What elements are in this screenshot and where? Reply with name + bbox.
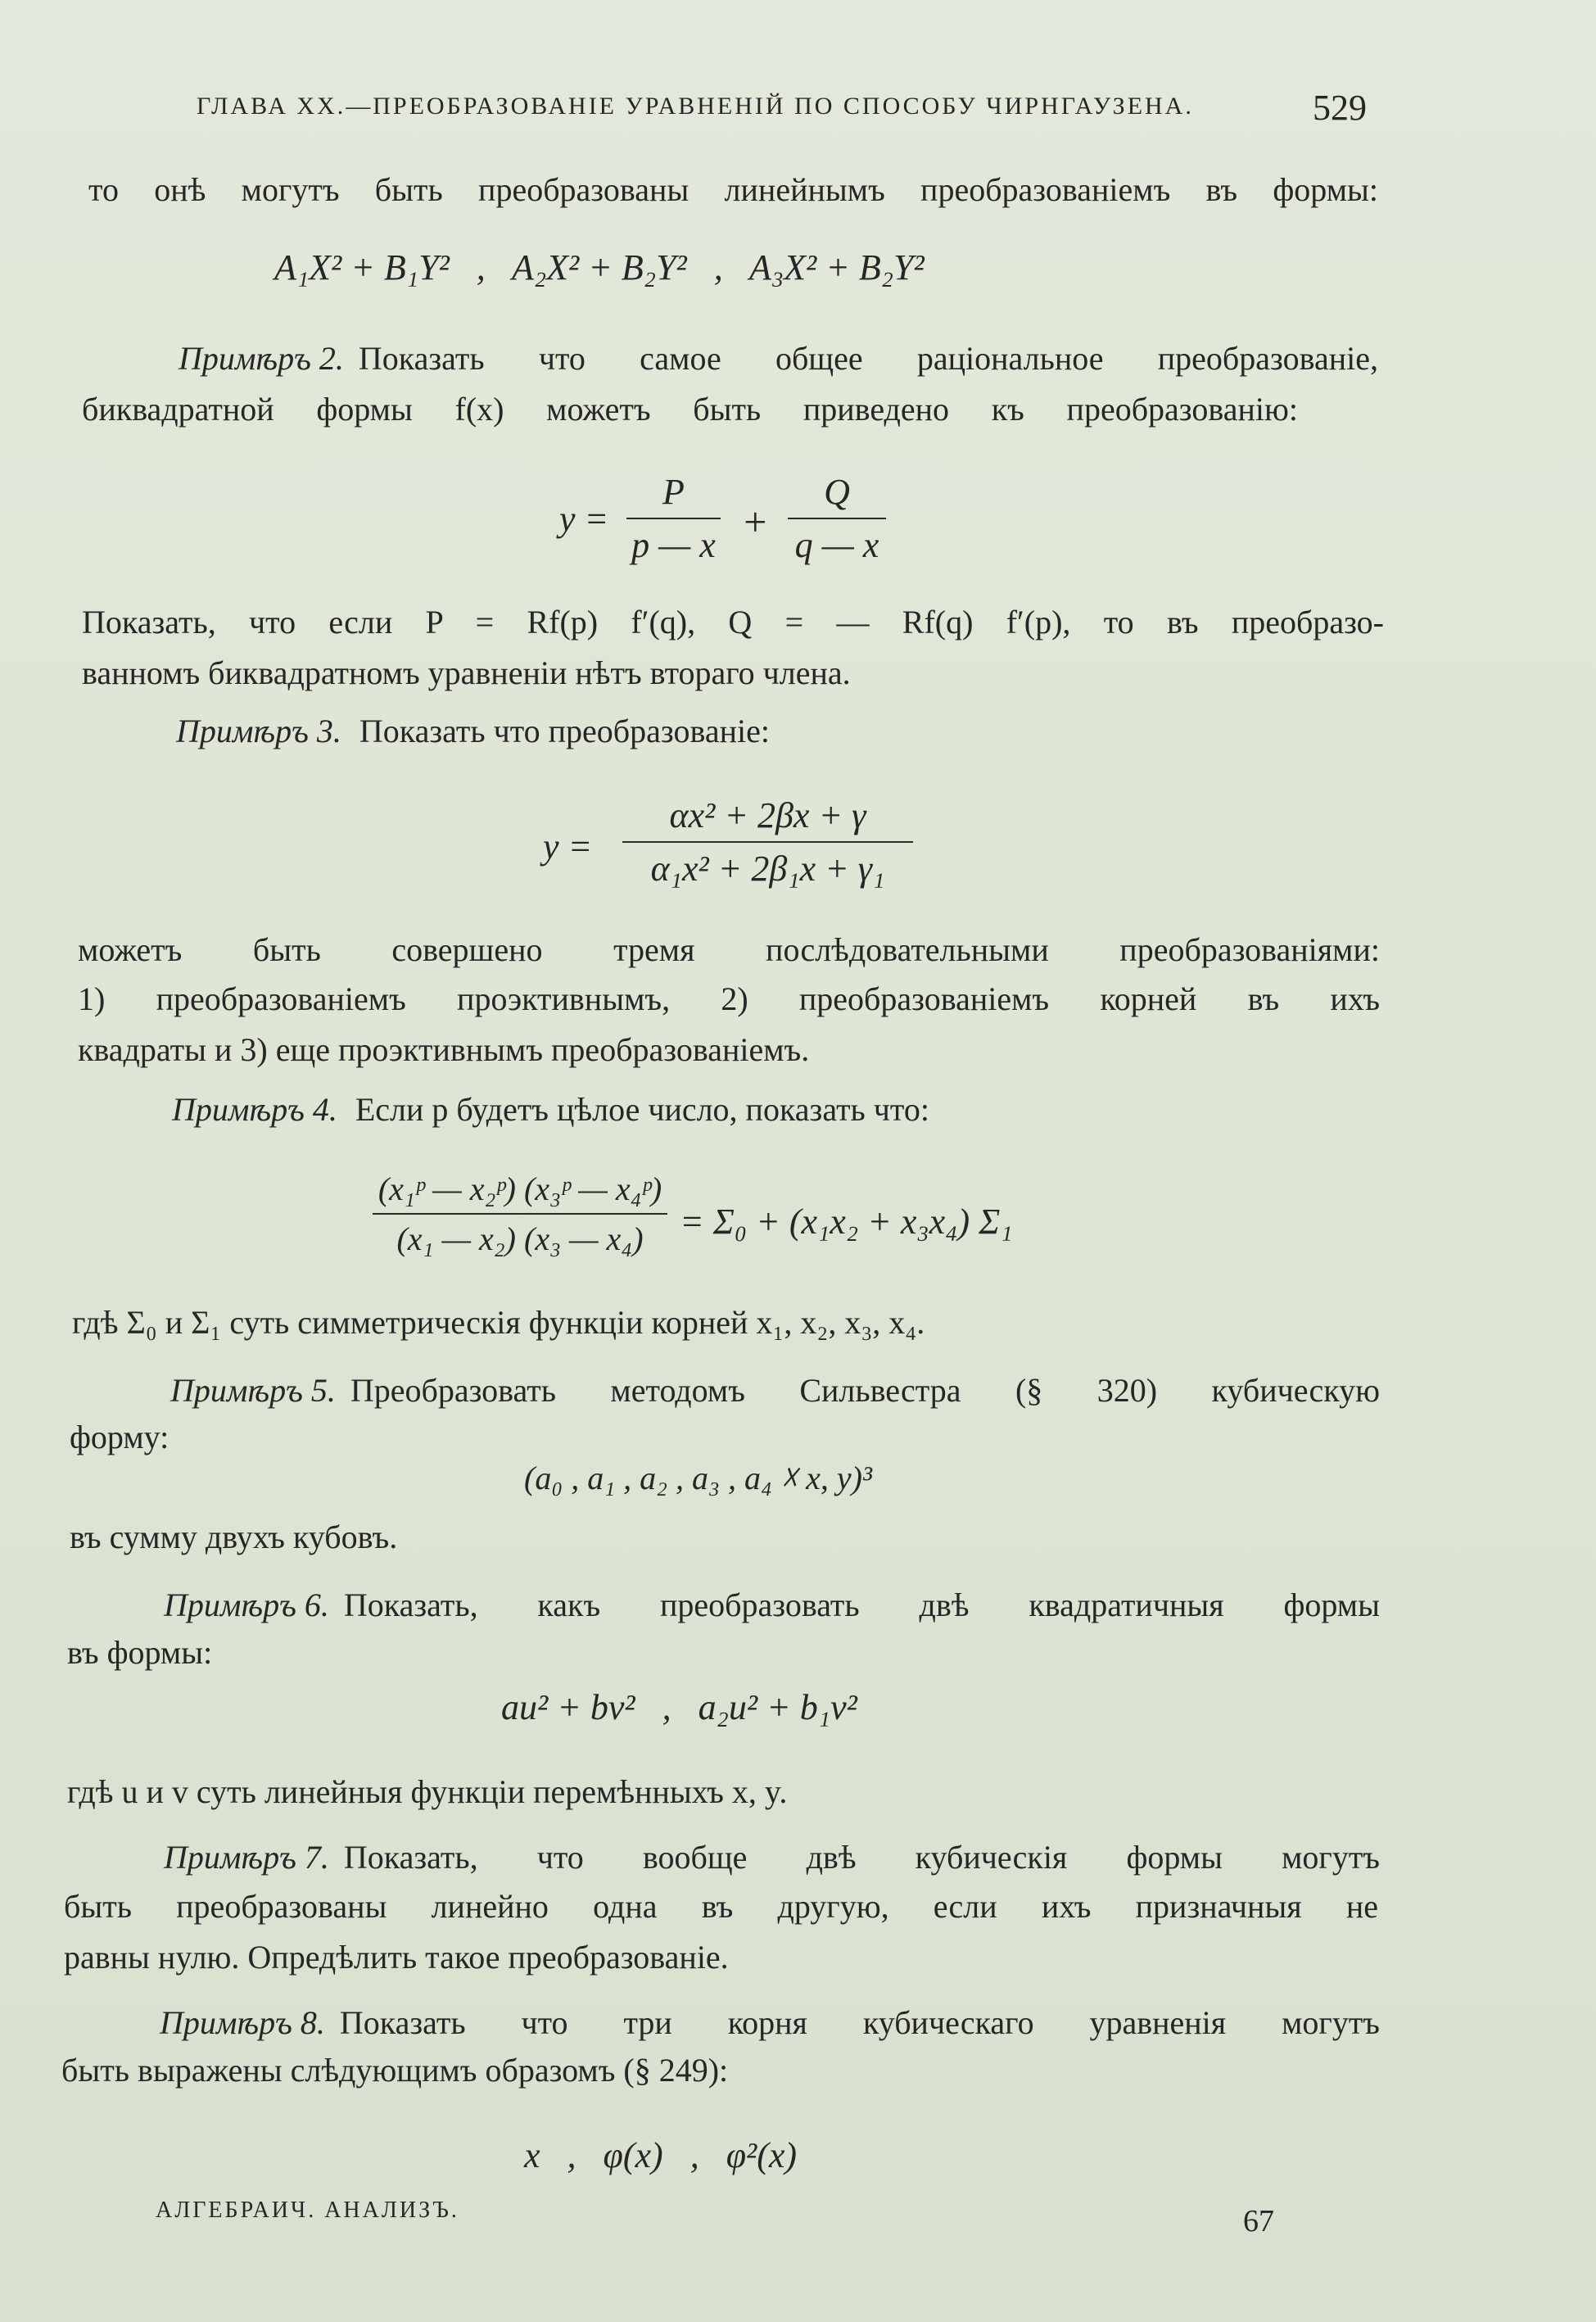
equation-quadratic-targets: au² + bv² , a₂u² + b₁v²: [501, 1687, 857, 1727]
example-6-first-line: [164, 1586, 1380, 1623]
text-line: въ формы:: [67, 1634, 213, 1671]
text-segment: Показать что преобразованіе:: [359, 713, 770, 749]
text-line: форму:: [70, 1419, 170, 1455]
example-label: Примѣръ 8.: [160, 2004, 325, 2041]
fraction-bar: [373, 1213, 667, 1215]
text-line: гдѣ Σ₀ и Σ₁ суть симметрическія функціи корней x₁, x₂, x₃, x₄.: [72, 1304, 925, 1341]
example-5-first-line: [170, 1374, 1380, 1407]
text-line: гдѣ u и v суть линейныя функціи перемѣнныхъ x, y.: [67, 1773, 788, 1810]
fraction-power-differences: [373, 1170, 667, 1258]
text-segment: Показать что три корня кубическаго уравненія могутъ: [339, 2004, 1380, 2041]
fraction-projective: [622, 794, 913, 889]
example-label: Примѣръ 7.: [164, 1839, 329, 1876]
sheet-signature: АЛГЕБРАИЧ. АНАЛИЗЪ.: [156, 2198, 459, 2223]
fraction-denominator: α₁x² + 2β₁x + γ₁: [650, 849, 885, 889]
text-line: Показать, что если P = Rf(p) f′(q), Q = — Rf(q) f′(p), то въ преобразо-: [82, 604, 1384, 640]
equation-lhs: y =: [559, 499, 609, 539]
fraction-bar: [788, 518, 886, 519]
text-line: ванномъ биквадратномъ уравненіи нѣтъ втораго члена.: [82, 654, 851, 691]
example-4-first-line: [172, 1093, 929, 1126]
plus-sign: +: [741, 499, 769, 545]
text-line: равны нулю. Опредѣлить такое преобразованіе.: [64, 1939, 729, 1976]
text-line: 1) преобразованіемъ проэктивнымъ, 2) преобразованіемъ корней въ ихъ: [78, 980, 1380, 1017]
text-line: въ сумму двухъ кубовъ.: [70, 1519, 398, 1555]
fraction-denominator: p — x: [631, 525, 716, 565]
text-line: биквадратной формы f(x) можетъ быть приведено къ преобразованію:: [82, 391, 1298, 428]
equation-lhs: y =: [543, 826, 593, 867]
page-number: 529: [1313, 88, 1367, 128]
example-label: Примѣръ 3.: [176, 713, 341, 749]
fraction-denominator: (x₁ — x₂) (x₃ — x₄): [396, 1220, 644, 1257]
equation-cubic-form: (a₀ , a₁ , a₂ , a₃ , a₄ ☓ x, y)³: [524, 1460, 872, 1496]
text-line: квадраты и 3) еще проэктивнымъ преобразованіемъ.: [78, 1031, 810, 1068]
text-line: можетъ быть совершено тремя послѣдовательными преобразованіями:: [78, 931, 1380, 968]
example-2-first-line: [179, 342, 1378, 375]
text-segment: Показать что самое общее раціональное преобразованіе,: [358, 340, 1378, 377]
fraction-bar: [626, 518, 721, 519]
fraction-numerator: Q: [824, 472, 850, 512]
fraction-numerator: P: [662, 472, 685, 512]
text-segment: Показать, какъ преобразовать двѣ квадратичныя формы: [343, 1586, 1380, 1623]
example-label: Примѣръ 6.: [164, 1586, 329, 1623]
text-segment: Показать, что вообще двѣ кубическія формы могутъ: [343, 1839, 1380, 1876]
running-title: ГЛАВА XX.—ПРЕОБРАЗОВАНІЕ УРАВНЕНІЙ ПО СПОСОБУ ЧИРНГАУЗЕНА.: [197, 93, 1194, 120]
text-line: быть преобразованы линейно одна въ другую, если ихъ призначныя не: [64, 1888, 1378, 1925]
equation-rhs: = Σ₀ + (x₁x₂ + x₃x₄) Σ₁: [680, 1202, 1013, 1242]
example-label: Примѣръ 2.: [179, 340, 344, 377]
fraction-p: [626, 471, 721, 566]
fraction-numerator: (x₁ᵖ — x₂ᵖ) (x₃ᵖ — x₄ᵖ): [378, 1170, 662, 1207]
example-7-first-line: [164, 1841, 1380, 1874]
fraction-bar: [622, 841, 913, 843]
text-segment: Если p будетъ цѣлое число, показать что:: [355, 1091, 929, 1128]
example-8-first-line: [160, 2004, 1380, 2041]
fraction-denominator: q — x: [794, 525, 879, 565]
text-line: быть выражены слѣдующимъ образомъ (§ 249):: [61, 2052, 729, 2089]
example-label: Примѣръ 4.: [172, 1091, 337, 1128]
equation-cubic-roots: x , φ(x) , φ²(x): [524, 2135, 798, 2175]
text-line: то онѣ могутъ быть преобразованы линейнымъ преобразованіемъ въ формы:: [88, 171, 1378, 208]
equation-quadratic-forms: A₁X² + B₁Y² , A₂X² + B₂Y² , A₃X² + B₂Y²: [274, 247, 925, 287]
example-label: Примѣръ 5.: [170, 1372, 336, 1409]
fraction-numerator: αx² + 2βx + γ: [669, 795, 866, 835]
fraction-q: [788, 471, 886, 566]
example-3-first-line: [176, 715, 770, 748]
sheet-number: 67: [1243, 2204, 1274, 2238]
text-segment: Преобразовать методомъ Сильвестра (§ 320) кубическую: [350, 1372, 1380, 1409]
